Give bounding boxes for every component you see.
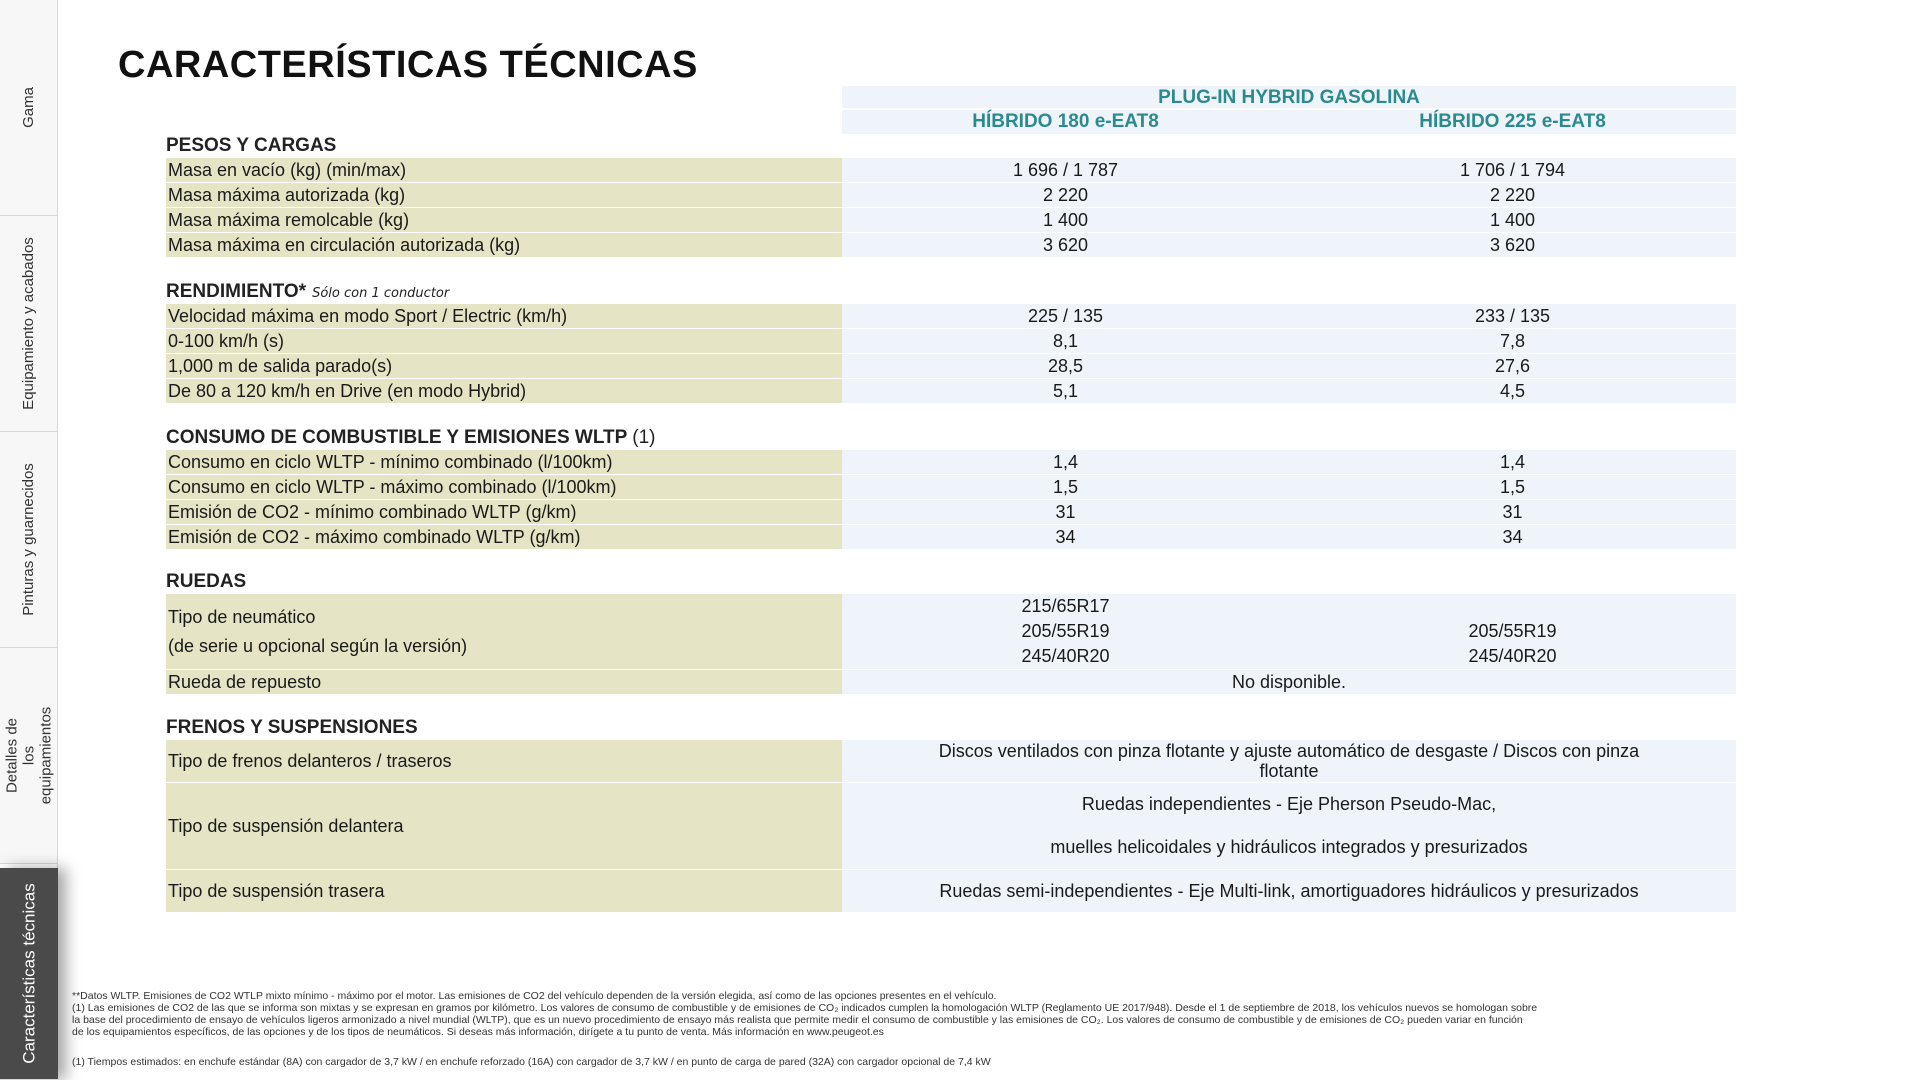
footnote-line: (1) Las emisiones de CO2 de las que se informa son mixtas y se expresan en gramos por kilómetro. Los valores de consumo de combustible y de emisiones de CO₂ indicados cumplen la homologación WLTP (Reglamento UE 2017/948). Desde el 1 de septiembre de 2018, los vehículos nuevos se homologan sobre [72,1002,1538,1014]
table-row-tyres [166,594,1736,670]
page-title: CARACTERÍSTICAS TÉCNICAS [118,44,698,86]
row-label: Masa en vacío (kg) (min/max) [166,158,842,182]
header-col-2: HÍBRIDO 225 e-EAT8 [1419,111,1606,132]
row-value: 1,5 [1289,475,1736,499]
row-label: Consumo en ciclo WLTP - mínimo combinado (l/100km) [166,450,842,474]
table-row [166,783,1736,870]
table-row [166,183,1736,208]
row-value: 28,5 [842,354,1289,378]
row-value: 34 [842,525,1289,549]
front-suspension-line: Ruedas independientes - Eje Pherson Pseudo-Mac, [1081,794,1497,814]
row-value: 205/55R19 [842,619,1289,644]
table-row [166,475,1736,500]
row-label: Tipo de frenos delanteros / traseros [166,740,842,782]
brakes-line: Discos ventilados con pinza flotante y ajuste automático de desgaste / Discos con pinza [938,741,1640,761]
table-header [842,86,1736,134]
table-row [166,870,1736,913]
section-title-frenos: FRENOS Y SUSPENSIONES [166,717,418,738]
section-title-ruedas: RUEDAS [166,571,247,592]
table-row [166,450,1736,475]
row-label: 1,000 m de salida parado(s) [166,354,842,378]
row-value: 1,5 [842,475,1289,499]
row-label: Tipo de suspensión trasera [166,870,842,912]
row-value: 31 [842,500,1289,524]
row-value: 34 [1289,525,1736,549]
nav-tab-caracteristicas[interactable] [0,868,58,1080]
section-title-consumo [166,426,1736,450]
tyre-label-main: Tipo de neumático [168,606,316,627]
row-label: Tipo de suspensión delantera [166,783,842,869]
row-value: 4,5 [1289,379,1736,403]
spec-table [166,86,1736,913]
row-label: Velocidad máxima en modo Sport / Electric (km/h) [166,304,842,328]
row-value: 2 220 [842,183,1289,207]
brakes-line: flotante [1259,761,1319,781]
footnote-line: de los equipamientos específicos, de las opciones y de los tipos de neumáticos. Si deseas más información, dirígete a tu punto de venta. Más información en www.peugeot.es [72,1026,884,1038]
row-label: Emisión de CO2 - máximo combinado WLTP (g/km) [166,525,842,549]
footnote-line: (1) Tiempos estimados: en enchufe estándar (8A) con cargador de 3,7 kW / en enchufe reforzado (16A) con cargador de 3,7 kW / en punto de carga de pared (32A) con cargador opcional de 7,4 kW [72,1056,991,1068]
row-label: Masa máxima en circulación autorizada (kg) [166,233,842,257]
row-value: 1 696 / 1 787 [842,158,1289,182]
table-row [166,379,1736,404]
table-row [166,329,1736,354]
row-value: 225 / 135 [842,304,1289,328]
nav-tab-label: Equipamiento y acabados [20,237,37,410]
row-value [842,783,1736,869]
row-value: 233 / 135 [1289,304,1736,328]
row-label: Consumo en ciclo WLTP - máximo combinado (l/100km) [166,475,842,499]
table-row [166,525,1736,550]
nav-tab-label: Gama [19,87,37,128]
section-title-rendimiento [166,280,1736,304]
nav-tab-gama[interactable] [0,0,57,216]
row-value: 245/40R20 [842,644,1289,669]
table-row [166,233,1736,258]
row-label: Rueda de repuesto [166,670,842,694]
row-value: 5,1 [842,379,1289,403]
row-value: Ruedas semi-independientes - Eje Multi-link, amortiguadores hidráulicos y presurizados [842,870,1736,912]
row-value: 31 [1289,500,1736,524]
nav-tab-label: Características técnicas [19,883,39,1064]
section-title-text: RENDIMIENTO* [166,281,307,302]
row-value: 205/55R19 [1289,619,1736,644]
row-value: 3 620 [842,233,1289,257]
row-value: 27,6 [1289,354,1736,378]
nav-tab-label: Pinturas y guarnecidos [20,463,37,616]
row-value: 1,4 [842,450,1289,474]
row-label [166,594,842,669]
row-value: 1,4 [1289,450,1736,474]
header-col-1: HÍBRIDO 180 e-EAT8 [972,111,1159,132]
nav-tab-pinturas[interactable] [0,432,57,648]
row-value: 7,8 [1289,329,1736,353]
row-value: 8,1 [842,329,1289,353]
footnotes [72,990,1912,1068]
footnote-line: **Datos WLTP. Emisiones de CO2 WTLP mixto mínimo - máximo por el motor. Las emisiones de CO2 del vehículo dependen de la versión elegida, así como de las opciones presentes en el vehículo. [72,990,997,1002]
row-value [1289,594,1736,619]
row-value: 215/65R17 [842,594,1289,619]
table-row [166,500,1736,525]
table-row [166,354,1736,379]
table-row [166,304,1736,329]
row-value: 1 706 / 1 794 [1289,158,1736,182]
table-row [166,208,1736,233]
row-label: 0-100 km/h (s) [166,329,842,353]
row-value: No disponible. [842,670,1736,694]
table-row [166,670,1736,695]
side-navigation [0,0,58,1080]
row-label: De 80 a 120 km/h en Drive (en modo Hybrid) [166,379,842,403]
row-value: 245/40R20 [1289,644,1736,669]
table-row [166,158,1736,183]
tyre-label-sub: (de serie u opcional según la versión) [168,635,468,656]
table-row [166,740,1736,783]
row-value: 3 620 [1289,233,1736,257]
front-suspension-line: muelles helicoidales y hidráulicos integrados y presurizados [1050,837,1528,857]
section-title-text: CONSUMO DE COMBUSTIBLE Y EMISIONES WLTP [166,427,627,448]
header-group-title: PLUG-IN HYBRID GASOLINA [842,86,1736,110]
row-label: Emisión de CO2 - mínimo combinado WLTP (g/km) [166,500,842,524]
section-title-pesos: PESOS Y CARGAS [166,135,337,156]
section-footnote-ref: (1) [632,427,656,448]
nav-tab-label: Detalles de los equipamientos [3,706,54,805]
row-label: Masa máxima autorizada (kg) [166,183,842,207]
row-value: 1 400 [842,208,1289,232]
row-value: 1 400 [1289,208,1736,232]
row-value: 2 220 [1289,183,1736,207]
nav-tab-detalles[interactable] [0,648,57,864]
row-label: Masa máxima remolcable (kg) [166,208,842,232]
nav-tab-equipamiento[interactable] [0,216,57,432]
footnote-line: la base del procedimiento de ensayo de vehículos ligeros armonizado a nivel mundial (WLTP), que es un nuevo procedimiento de ensayo más realista que permite medir el consumo de combustible y las emisiones de CO₂. Los valores de consumo de combustible y de emisiones de CO₂ pueden variar en función [72,1014,1523,1026]
row-value [842,740,1736,782]
section-note: Sólo con 1 conductor [312,286,450,301]
